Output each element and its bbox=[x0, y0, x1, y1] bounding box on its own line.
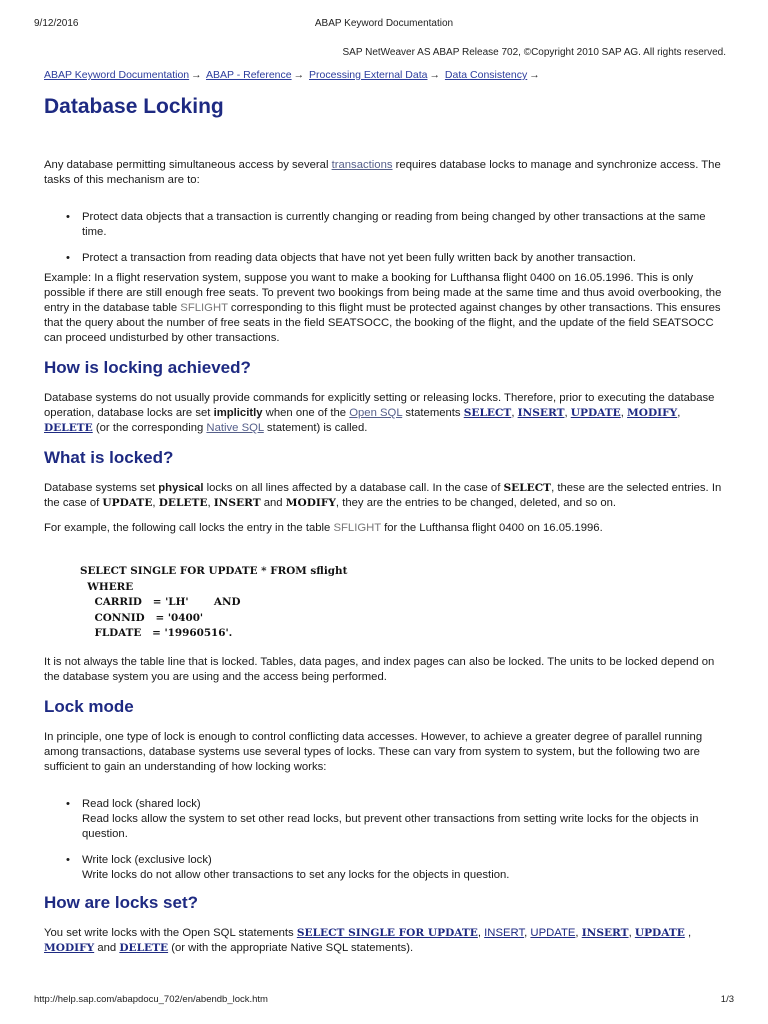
breadcrumb-link-data-consistency[interactable]: Data Consistency bbox=[444, 69, 528, 81]
delete-keyword-link[interactable]: DELETE bbox=[44, 422, 93, 434]
lock-mode-list bbox=[44, 797, 726, 883]
breadcrumb-separator: → bbox=[191, 69, 202, 81]
list-item: • Protect a transaction from reading data objects that have not yet been fully written back by another transaction. bbox=[82, 251, 726, 266]
delete-keyword-link[interactable]: DELETE bbox=[119, 941, 169, 954]
print-header bbox=[34, 18, 734, 32]
copyright-notice: SAP NetWeaver AS ABAP Release 702, ©Copyright 2010 SAP AG. All rights reserved. bbox=[342, 47, 726, 58]
example-paragraph: Example: In a flight reservation system, suppose you want to make a booking for Lufthansa flight 0400 on 16.05.1996. This is only possible if there are still enough free seats. To prevent two bookings from being made at the same time and thus avoid overbooking, the entry in the database table SFLIGHT corresponding to this flight must be protected against changes by other transactions. This ensures that the query about the number of free seats in the field SEATSOCC, the booking of the flight, and the update of the field SEATSOCC can proceed undisturbed by other transactions. bbox=[44, 272, 722, 344]
breadcrumb-link-abap-keyword-documentation[interactable]: ABAP Keyword Documentation bbox=[44, 69, 190, 81]
list-item: • Read lock (shared lock) Read locks allow the system to set other read locks, but prevent other transactions from setting write locks for the objects in question. bbox=[82, 797, 726, 842]
document-content bbox=[44, 92, 726, 956]
section-heading-how-locks-set: How are locks set? bbox=[44, 892, 199, 912]
table-name: SFLIGHT bbox=[180, 302, 228, 314]
list-item: • Protect data objects that a transaction is currently changing or reading from being changed by other transactions at the same time. bbox=[82, 210, 726, 240]
insert-keyword-link[interactable]: INSERT bbox=[581, 926, 629, 939]
breadcrumb bbox=[44, 69, 542, 81]
code-block: SELECT SINGLE FOR UPDATE * FROM sflight WHERE CARRID = 'LH' AND CONNID = '0400' FLDATE = '19960516'. bbox=[80, 565, 348, 639]
breadcrumb-separator: → bbox=[429, 69, 440, 81]
page-number: 1/3 bbox=[720, 994, 734, 1005]
breadcrumb-separator: → bbox=[293, 69, 305, 81]
section-heading-lock-mode: Lock mode bbox=[44, 696, 134, 716]
list-item: • Write lock (exclusive lock) Write locks do not allow other transactions to set any locks for the objects in question. bbox=[82, 853, 726, 883]
open-sql-link[interactable]: Open SQL bbox=[349, 407, 403, 419]
select-single-for-update-link[interactable]: SELECT SINGLE FOR UPDATE bbox=[296, 926, 478, 939]
example-intro-paragraph: For example, the following call locks the entry in the table SFLIGHT for the Lufthansa flight 0400 on 16.05.1996. bbox=[44, 522, 603, 534]
task-list bbox=[44, 210, 726, 266]
table-name: SFLIGHT bbox=[333, 522, 381, 534]
section-paragraph: Database systems do not usually provide commands for explicitly setting or releasing locks. Therefore, prior to executing the database operation, database locks are set implicitly when one of the Open SQL statements SELECT, INSERT, UPDATE, MODIFY, DELETE (or the corresponding Native SQL statement) is called. bbox=[44, 392, 715, 434]
footer-url: http://help.sap.com/abapdocu_702/en/abendb_lock.htm bbox=[34, 994, 268, 1005]
select-keyword-link[interactable]: SELECT bbox=[463, 407, 512, 419]
update-keyword-link[interactable]: UPDATE bbox=[634, 926, 685, 939]
print-footer bbox=[34, 994, 734, 1005]
breadcrumb-link-abap-reference[interactable]: ABAP - Reference bbox=[205, 69, 292, 81]
modify-keyword-link[interactable]: MODIFY bbox=[44, 941, 95, 954]
intro-paragraph: Any database permitting simultaneous access by several transactions requires database locks to manage and synchronize access. The tasks of this mechanism are to: bbox=[44, 159, 721, 186]
page-title: Database Locking bbox=[44, 95, 224, 118]
update-link[interactable]: UPDATE bbox=[530, 926, 576, 939]
print-date: 9/12/2016 bbox=[34, 18, 79, 29]
insert-keyword-link[interactable]: INSERT bbox=[517, 407, 565, 419]
section-heading-what-is-locked: What is locked? bbox=[44, 448, 174, 467]
section-paragraph: It is not always the table line that is locked. Tables, data pages, and index pages can also be locked. The units to be locked depend on the database system you are using and the access being performed. bbox=[44, 655, 715, 683]
transactions-link[interactable]: transactions bbox=[331, 159, 393, 171]
print-title: ABAP Keyword Documentation bbox=[314, 18, 454, 29]
native-sql-link[interactable]: Native SQL bbox=[206, 422, 264, 434]
modify-keyword-link[interactable]: MODIFY bbox=[627, 407, 678, 419]
section-paragraph: Database systems set physical locks on all lines affected by a database call. In the case of SELECT, these are the selected entries. In the case of UPDATE, DELETE, INSERT and MODIFY, they are the entries to be changed, deleted, and so on. bbox=[44, 482, 722, 509]
breadcrumb-separator: → bbox=[529, 69, 540, 81]
update-keyword-link[interactable]: UPDATE bbox=[570, 407, 621, 419]
breadcrumb-link-processing-external-data[interactable]: Processing External Data bbox=[309, 69, 428, 81]
section-paragraph: In principle, one type of lock is enough to control conflicting data accesses. However, to achieve a greater degree of parallel running among transactions, database systems use several types of locks. These can vary from system to system, but the following two are sufficient to gain an understanding of how locking works: bbox=[44, 730, 703, 773]
insert-link[interactable]: INSERT bbox=[484, 926, 525, 939]
section-heading-locking-achieved: How is locking achieved? bbox=[44, 358, 251, 377]
section-paragraph: You set write locks with the Open SQL statements SELECT SINGLE FOR UPDATE, INSERT, UPDATE, INSERT, UPDATE , MODIFY and DELETE (or with the appropriate Native SQL statements). bbox=[44, 926, 692, 954]
